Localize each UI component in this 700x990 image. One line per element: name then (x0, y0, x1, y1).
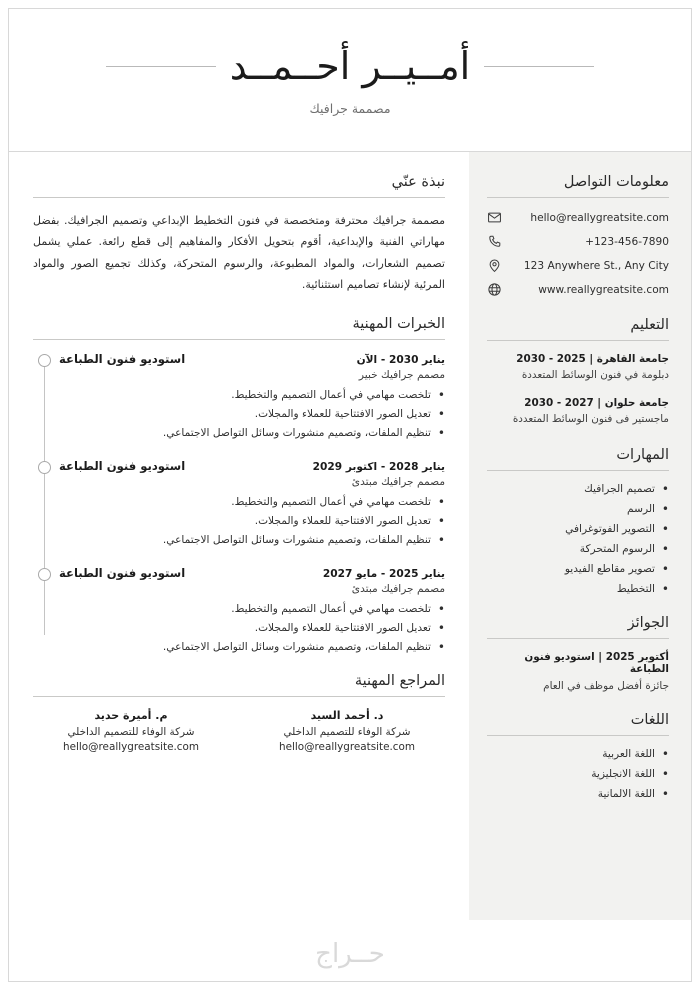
timeline-dot-icon (38, 568, 51, 581)
experience-company: استوديو فنون الطباعة (59, 565, 186, 580)
languages-rule (487, 735, 669, 736)
globe-icon (487, 282, 502, 297)
reference-item (33, 709, 229, 753)
contact-item-email[interactable] (487, 210, 669, 225)
skills-rule (487, 470, 669, 471)
education-title: التعليم (630, 317, 669, 333)
section-experience (33, 316, 445, 653)
list-item: • تنظيم الملفات، وتصميم منشورات وسائل التواصل الاجتماعي. (59, 534, 445, 546)
reference-email: hello@reallygreatsite.com (63, 740, 199, 753)
reference-company: شركة الوفاء للتصميم الداخلي (283, 725, 411, 738)
experience-dates: يناير 2028 - اكتوبر 2029 (312, 460, 445, 473)
experience-dates: يناير 2025 - مايو 2027 (322, 567, 445, 580)
experience-header (59, 352, 445, 366)
reference-company: شركة الوفاء للتصميم الداخلي (67, 725, 195, 738)
section-about (33, 174, 445, 296)
contact-title: معلومات التواصل (563, 174, 669, 190)
candidate-name: أمــيــر أحــمــد (229, 44, 471, 88)
list-item: • تلخصت مهامي في أعمال التصميم والتخطيط. (59, 603, 445, 615)
list-item: • التصوير الفوتوغرافي (487, 523, 669, 535)
experience-title: الخبرات المهنية (352, 315, 445, 332)
list-item: • تلخصت مهامي في أعمال التصميم والتخطيط. (59, 496, 445, 508)
contact-item-phone[interactable] (487, 234, 669, 249)
timeline-dot-icon (38, 461, 51, 474)
experience-role: مصمم جرافيك مبتدئ (351, 582, 445, 595)
education-degree: ماجستير فى فنون الوسائط المتعددة (512, 412, 669, 425)
education-rule (487, 340, 669, 341)
list-item: • تلخصت مهامي في أعمال التصميم والتخطيط. (59, 389, 445, 401)
awards-title: الجوائز (627, 615, 669, 632)
experience-item (59, 566, 445, 653)
experience-role: مصمم جرافيك خبير (358, 368, 445, 381)
timeline-line (44, 358, 45, 635)
education-item (487, 353, 669, 384)
list-item: • الرسوم المتحركة (487, 543, 669, 555)
experience-role: مصمم جرافيك مبتدئ (351, 475, 445, 488)
education-school: جامعة القاهرة | 2025 - 2030 (516, 353, 669, 365)
watermark-text: حــراج (315, 939, 385, 969)
about-rule (33, 197, 445, 198)
contact-phone-text: +123-456-7890 (585, 235, 669, 248)
award-heading: أكتوبر 2025 | استوديو فنون الطباعة (524, 651, 669, 676)
education-school: جامعة حلوان | 2027 - 2030 (524, 396, 669, 409)
experience-dates: يناير 2030 - الآن (356, 353, 445, 366)
list-item: • تعديل الصور الافتتاحية للعملاء والمجلات. (59, 515, 445, 527)
languages-list (487, 748, 669, 800)
section-contact (487, 174, 669, 297)
education-item (487, 397, 669, 428)
references-list (33, 709, 445, 753)
list-item: • تصوير مقاطع الفيديو (487, 563, 669, 575)
reference-item (249, 709, 445, 753)
about-title: نبذة عنّي (391, 174, 445, 190)
list-item: • تنظيم الملفات، وتصميم منشورات وسائل التواصل الاجتماعي. (59, 427, 445, 439)
languages-title: اللغات (630, 712, 669, 729)
awards-rule (487, 638, 669, 639)
experience-timeline-wrap (33, 352, 445, 653)
references-rule (33, 696, 445, 697)
list-item: • تعديل الصور الافتتاحية للعملاء والمجلات. (59, 408, 445, 420)
resume-body (9, 152, 691, 920)
section-awards (487, 615, 669, 692)
resume-header (9, 9, 691, 151)
experience-bullets (59, 496, 445, 546)
contact-website-text: www.reallygreatsite.com (538, 283, 669, 296)
experience-header (59, 459, 445, 473)
list-item: • تصميم الجرافيك (487, 483, 669, 495)
list-item: • الرسم (487, 503, 669, 515)
section-references (33, 673, 445, 753)
list-item: • تعديل الصور الافتتاحية للعملاء والمجلات. (59, 622, 445, 634)
experience-item (59, 352, 445, 439)
header-rule-right (106, 66, 216, 67)
reference-name: م. أميرة حديد (94, 708, 168, 722)
main-column (9, 152, 469, 920)
contact-rule (487, 197, 669, 198)
sidebar (469, 152, 691, 920)
section-languages (487, 712, 669, 800)
reference-email: hello@reallygreatsite.com (279, 740, 415, 753)
list-item: • التخطيط (487, 583, 669, 595)
list-item: • تنظيم الملفات، وتصميم منشورات وسائل التواصل الاجتماعي. (59, 641, 445, 653)
contact-item-website[interactable] (487, 282, 669, 297)
experience-bullets (59, 603, 445, 653)
name-row (9, 44, 691, 88)
education-degree: دبلومة في فنون الوسائط المتعددة (521, 369, 669, 381)
experience-company: استوديو فنون الطباعة (59, 351, 186, 366)
experience-rule (33, 339, 445, 340)
reference-name: د. أحمد السيد (310, 708, 384, 722)
contact-email-text: hello@reallygreatsite.com (530, 211, 669, 224)
experience-company: استوديو فنون الطباعة (59, 458, 186, 473)
about-text: مصممة جرافيك محترفة ومتخصصة في فنون التخطيط الإبداعي وتصميم الجرافيك. بفضل مهاراتي الفنية والإبداعية، أقوم بتحويل الأفكار والمفاهيم إلى قطع رائعة. عملي يشمل تصميم الشعارات، والمواد المطبوعة، والرسوم المتحركة، وكذلك تجميع الصور والمواد المرئية لإنشاء تصاميم استثنائية. (33, 214, 445, 292)
section-skills (487, 447, 669, 595)
references-title: المراجع المهنية (354, 672, 445, 689)
list-item: • اللغة العربية (487, 748, 669, 760)
experience-item (59, 459, 445, 546)
header-rule-left (484, 66, 594, 67)
phone-icon (487, 234, 502, 249)
timeline-dot-icon (38, 354, 51, 367)
list-item: • اللغة الالمانية (487, 788, 669, 800)
skills-title: المهارات (616, 447, 669, 464)
location-pin-icon (487, 258, 502, 273)
section-education (487, 317, 669, 427)
contact-item-address[interactable] (487, 258, 669, 273)
contact-address-text: 123 Anywhere St., Any City (523, 259, 669, 272)
award-description: جائزة أفضل موظف في العام (543, 680, 669, 693)
candidate-job-title: مصممة جرافيك (309, 101, 391, 116)
footer-watermark-area (0, 924, 700, 984)
experience-header (59, 566, 445, 580)
skills-list (487, 483, 669, 595)
envelope-icon (487, 210, 502, 225)
experience-bullets (59, 389, 445, 439)
list-item: • اللغة الانجليزية (487, 768, 669, 780)
